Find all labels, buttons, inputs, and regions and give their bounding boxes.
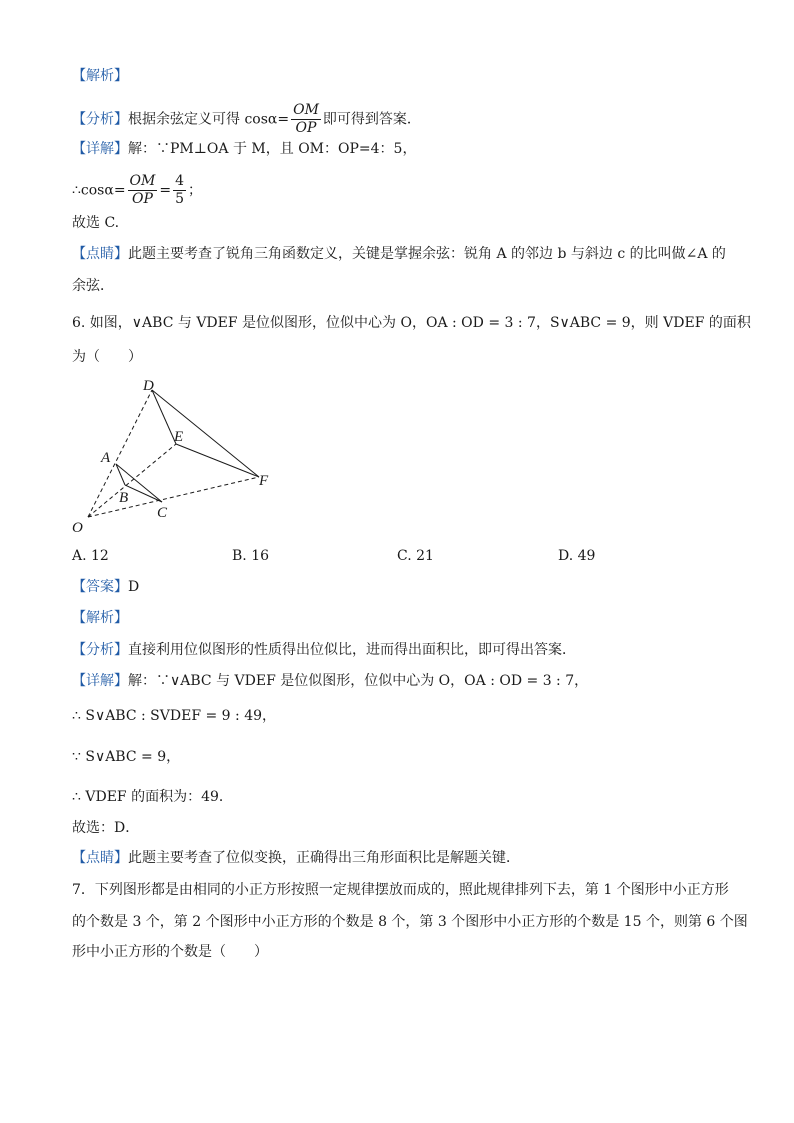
q6-step1: ∴ S∨ABC : SVDEF = 9 : 49， [72,708,277,724]
q6-step2: ∵ S∨ABC = 9， [72,749,181,765]
q6-stem-line2: 为（ ） [72,349,142,365]
q5-fenxi-line: 【分析】根据余弦定义可得 cosα= $\frac{OM}{OP}$ 即可得到答案． [72,102,421,136]
label-a: A [101,450,111,466]
q6-dianjing-line: 【点睛】此题主要考查了位似变换，正确得出三角形面积比是解题关键． [72,850,520,866]
q6-step3: ∴ VDEF 的面积为：49． [72,789,233,805]
q6-stem-line1: 6. 如图，∨ABC 与 VDEF 是位似图形，位似中心为 O，OA : OD = 3 : 7，S∨ABC = 9，则 VDEF 的面积 [72,315,751,331]
q5-dianjing-line: 【点睛】此题主要考查了锐角三角函数定义，关键是掌握余弦：锐角 A 的邻边 b 与斜边 c 的比叫做∠A 的 [72,246,726,262]
q6-choose-line: 故选：D． [72,820,140,836]
label-e: E [174,429,184,445]
label-c: C [157,505,168,521]
q6-option-d: D. 49 [558,548,596,564]
q6-option-b: B. 16 [232,548,270,564]
q5-xiangjie-line: 【详解】解：∵PM⊥OA 于 M，且 OM：OP=4：5， [72,141,417,157]
homothety-figure [64,372,284,540]
label-f: F [259,473,269,489]
label-b: B [119,490,129,506]
q6-xiangjie-line: 【详解】解：∵∨ABC 与 VDEF 是位似图形，位似中心为 O，OA : OD = 3 : 7， [72,673,589,689]
q5-choose-line: 故选 C. [72,215,120,231]
segment-df [152,390,259,477]
ray-of [88,477,259,517]
segment-ef [176,444,259,477]
q5-dianjing-line2: 余弦． [72,278,114,294]
q6-analysis-heading: 【解析】 [72,610,128,626]
q7-stem-line2: 的个数是 3 个，第 2 个图形中小正方形的个数是 8 个，第 3 个图形中小正方形的个数是 15 个，则第 6 个图 [72,914,748,930]
segment-de [152,390,176,444]
q5-fraction-4-5: $\frac{4}{5}$ [175,173,185,207]
q6-option-a: A. 12 [72,548,109,564]
q7-stem-line3: 形中小正方形的个数是（ ） [72,944,268,960]
label-d: D [143,378,154,394]
q5-fraction-om-op: $\frac{OM}{OP}$ [129,173,156,207]
q7-stem-line1: 7．下列图形都是由相同的小正方形按照一定规律摆放而成的，照此规律排列下去，第 1 个图形中小正方形 [72,882,729,898]
q6-option-c: C. 21 [397,548,434,564]
q6-answer-line: 【答案】D [72,579,140,595]
q5-fenxi-fraction: $\frac{OM}{OP}$ [293,102,319,136]
q5-therefore-line: ∴cosα= $\frac{OM}{OP}$ = $\frac{4}{5}$ ； [72,173,203,207]
q5-analysis-heading: 【解析】 [72,68,128,84]
segment-bc [125,485,162,502]
label-o: O [72,520,83,536]
q6-fenxi-line: 【分析】直接利用位似图形的性质得出位似比，进而得出面积比，即可得出答案． [72,642,576,658]
